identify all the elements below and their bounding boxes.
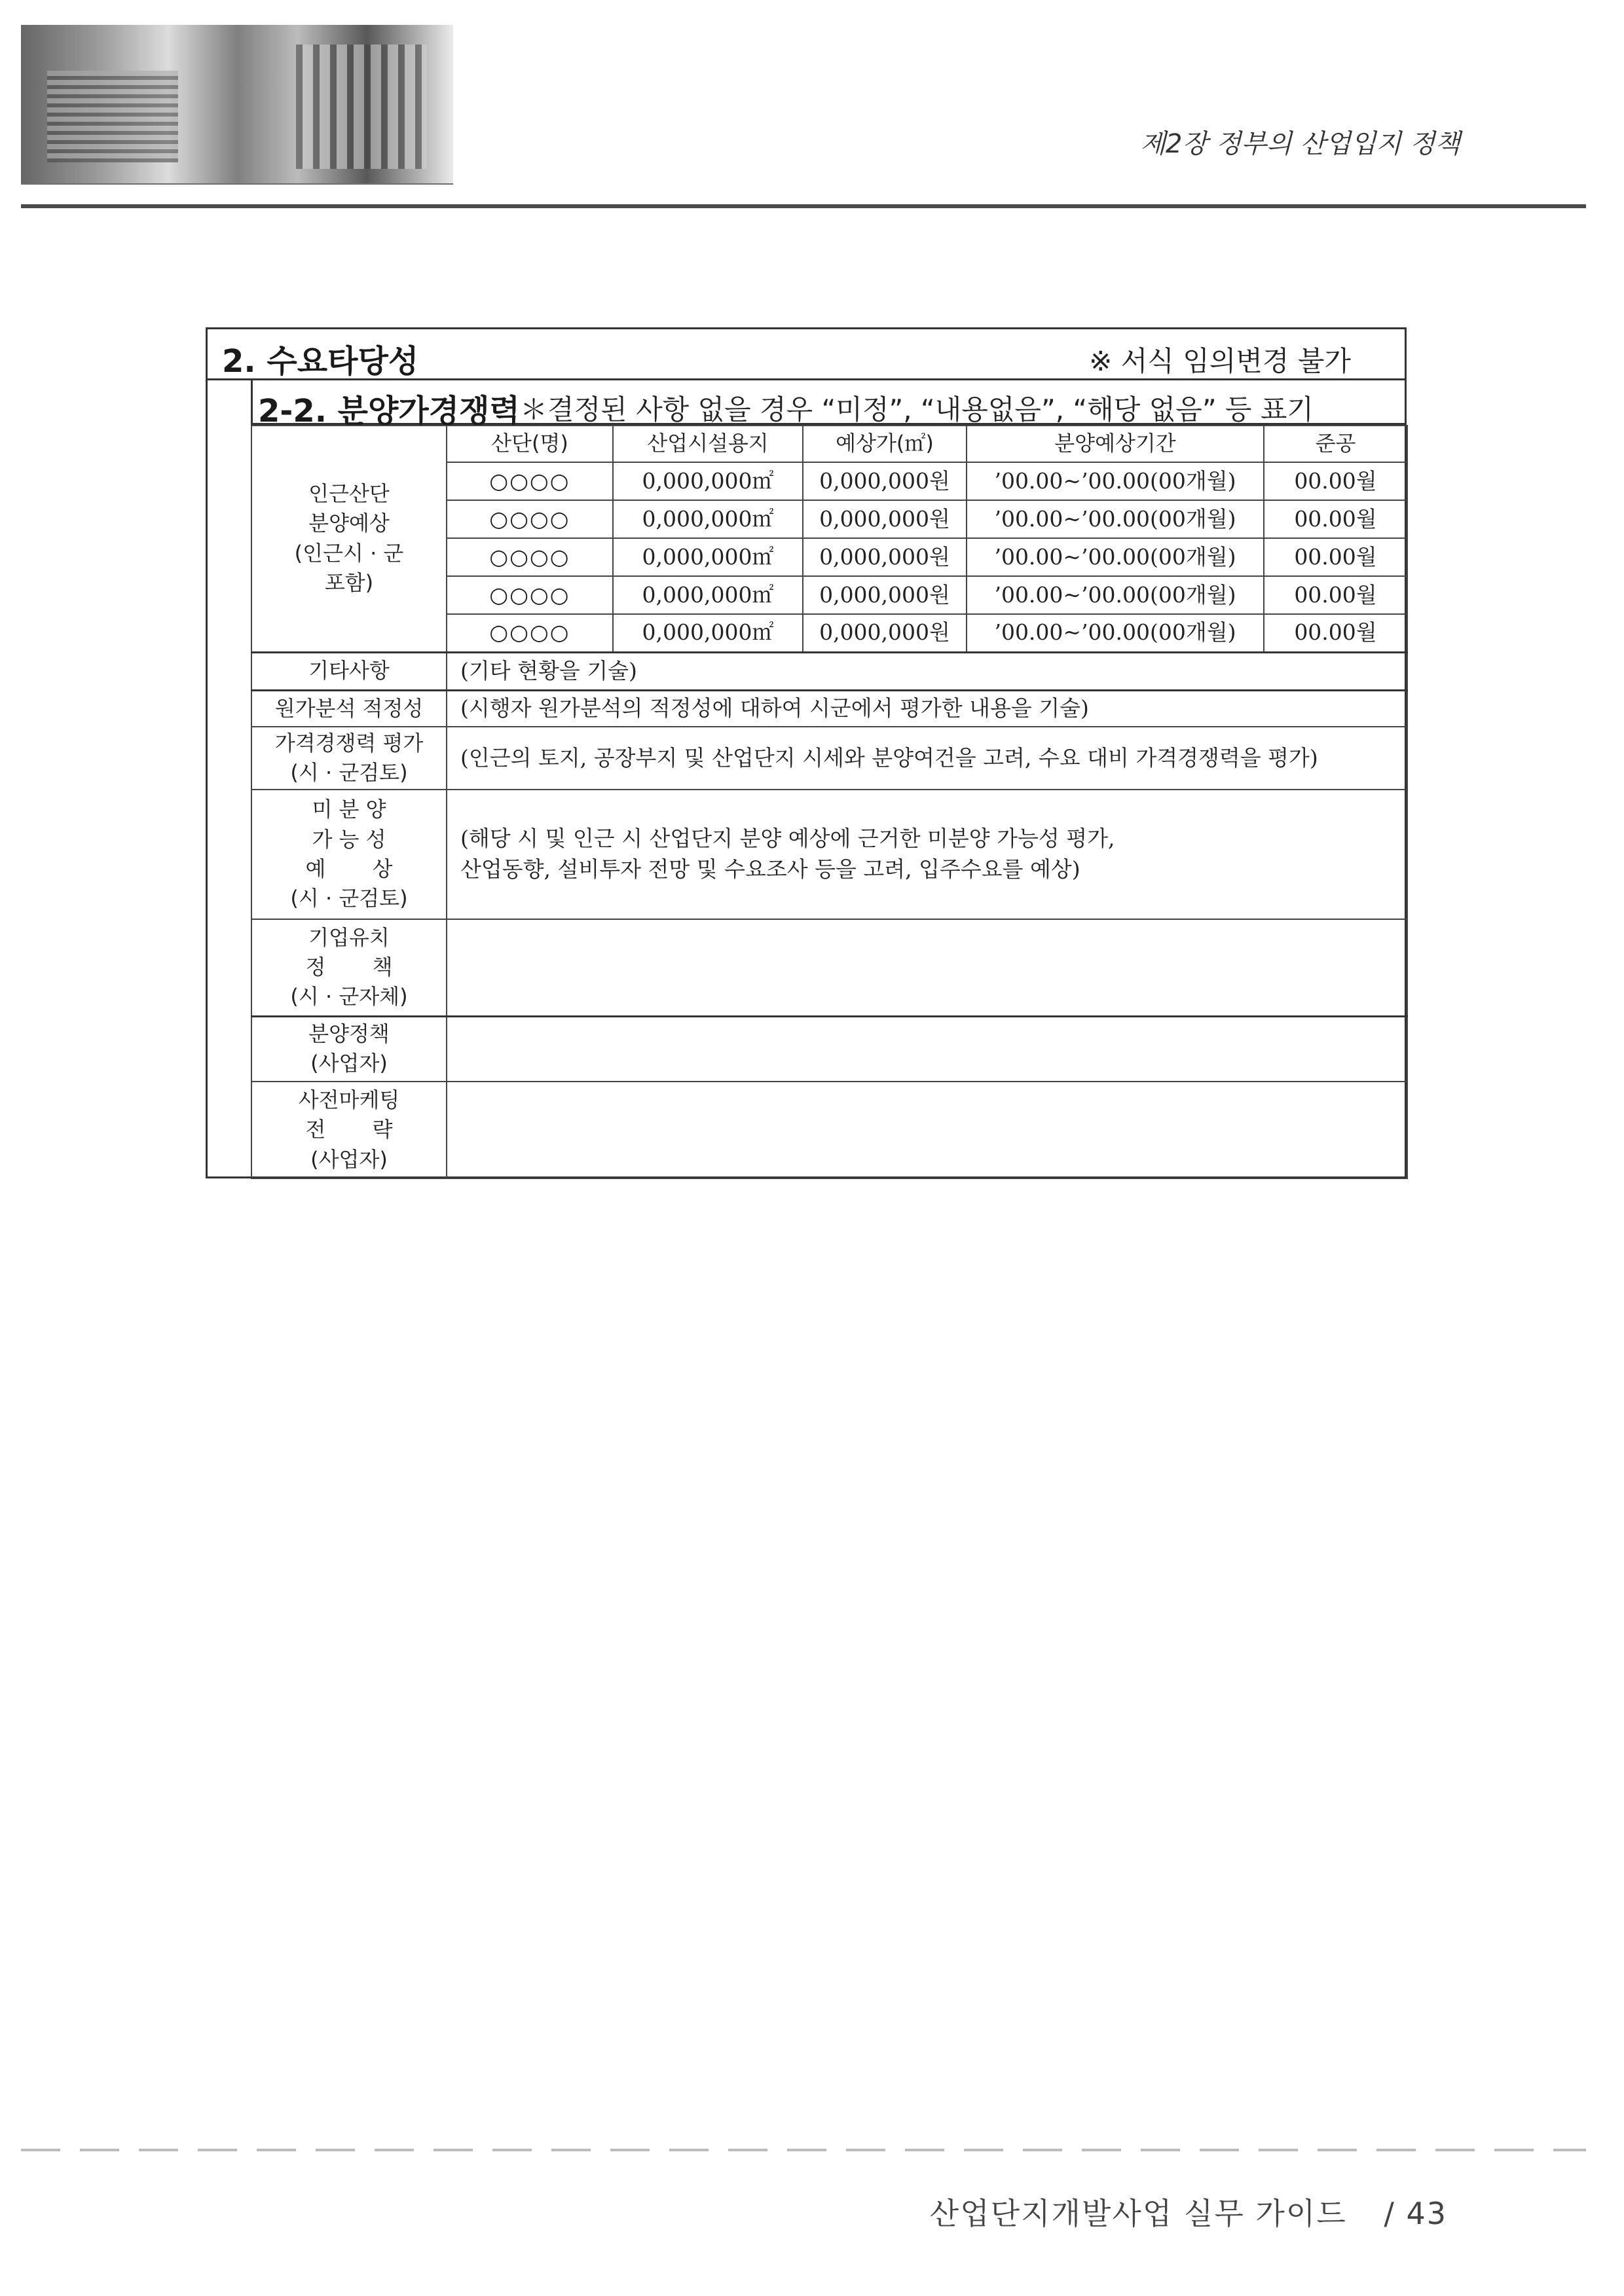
section-title: 2. 수요타당성 xyxy=(222,343,419,380)
pre-marketing-label xyxy=(251,1082,447,1178)
complex-name-cell: ○○○○ xyxy=(447,576,613,614)
label-line: 전 략 xyxy=(305,1117,393,1142)
text-line: (해당 시 및 인근 시 산업단지 분양 예상에 근거한 미분양 가능성 평가, xyxy=(460,826,1115,852)
price-evaluation-row xyxy=(251,727,1407,790)
price-competitiveness-table xyxy=(251,425,1408,1179)
nearby-label-line: 인근산단 xyxy=(308,481,390,506)
sale-period-cell: ’00.00~’00.00(00개월) xyxy=(967,576,1264,614)
investment-policy-label xyxy=(251,919,447,1016)
price-cell: 0,000,000원 xyxy=(803,462,967,500)
unsold-possibility-label xyxy=(251,790,447,919)
label-line: 기업유치 xyxy=(308,924,390,950)
section-header xyxy=(208,329,1405,380)
column-header: 산단(명) xyxy=(447,426,613,462)
unsold-possibility-row xyxy=(251,790,1407,919)
footer-separator: / xyxy=(1384,2196,1395,2231)
page-footer xyxy=(930,2190,1447,2233)
pre-marketing-text xyxy=(447,1082,1407,1178)
subsection-header xyxy=(251,380,1405,429)
completion-cell: 00.00월 xyxy=(1264,614,1407,652)
nearby-label-line: 포함) xyxy=(324,570,374,596)
price-evaluation-text: (인근의 토지, 공장부지 및 산업단지 시세와 분양여건을 고려, 수요 대비 가격경쟁력을 평가) xyxy=(447,727,1407,790)
sale-period-cell: ’00.00~’00.00(00개월) xyxy=(967,614,1264,652)
header-rule xyxy=(21,204,1586,208)
pre-marketing-row xyxy=(251,1082,1407,1178)
other-matters-label: 기타사항 xyxy=(251,652,447,690)
label-line: 가 능 성 xyxy=(312,826,386,852)
completion-cell: 00.00월 xyxy=(1264,576,1407,614)
sales-policy-text xyxy=(447,1016,1407,1082)
label-line: 예 상 xyxy=(305,856,393,881)
price-cell: 0,000,000원 xyxy=(803,538,967,576)
column-header: 분양예상기간 xyxy=(967,426,1264,462)
completion-cell: 00.00월 xyxy=(1264,500,1407,538)
site-area-cell: 0,000,000㎡ xyxy=(613,614,803,652)
subsection-note: ＊결정된 사항 없을 경우 “미정”, “내용없음”, “해당 없음” 등 표기 xyxy=(520,393,1314,426)
label-line: (사업자) xyxy=(310,1146,388,1172)
label-line: 정 책 xyxy=(305,955,393,980)
sale-period-cell: ’00.00~’00.00(00개월) xyxy=(967,538,1264,576)
text-line: 산업동향, 설비투자 전망 및 수요조사 등을 고려, 입주수요를 예상) xyxy=(460,856,1080,882)
other-matters-text: (기타 현황을 기술) xyxy=(447,652,1407,690)
complex-name-cell: ○○○○ xyxy=(447,614,613,652)
sale-period-cell: ’00.00~’00.00(00개월) xyxy=(967,462,1264,500)
label-line: 미 분 양 xyxy=(312,797,386,822)
nearby-label-line: 분양예상 xyxy=(308,511,390,536)
chapter-title: 제2장 정부의 산업입지 정책 xyxy=(1140,129,1460,159)
subsection-title: 2-2. 분양가경쟁력 xyxy=(258,393,520,429)
completion-cell: 00.00월 xyxy=(1264,462,1407,500)
cost-analysis-text: (시행자 원가분석의 적정성에 대하여 시군에서 평가한 내용을 기술) xyxy=(447,690,1407,727)
section-note: ※ 서식 임의변경 불가 xyxy=(1089,345,1351,377)
column-header: 산업시설용지 xyxy=(613,426,803,462)
table-header-row xyxy=(251,426,1407,462)
price-cell: 0,000,000원 xyxy=(803,614,967,652)
price-cell: 0,000,000원 xyxy=(803,576,967,614)
label-line: 가격경쟁력 평가 xyxy=(274,730,424,756)
cost-analysis-label: 원가분석 적정성 xyxy=(251,690,447,727)
cost-analysis-row xyxy=(251,690,1407,727)
sales-policy-row xyxy=(251,1016,1407,1082)
complex-name-cell: ○○○○ xyxy=(447,538,613,576)
site-area-cell: 0,000,000㎡ xyxy=(613,462,803,500)
price-competitiveness-table-wrap xyxy=(251,425,1405,1176)
label-line: (시 · 군검토) xyxy=(290,886,408,911)
investment-policy-row xyxy=(251,919,1407,1016)
completion-cell: 00.00월 xyxy=(1264,538,1407,576)
complex-name-cell: ○○○○ xyxy=(447,500,613,538)
other-matters-row xyxy=(251,652,1407,690)
column-header: 예상가(㎡) xyxy=(803,426,967,462)
nearby-label-line: (인근시 · 군 xyxy=(294,540,404,566)
label-line: 분양정책 xyxy=(308,1021,390,1046)
sales-policy-label xyxy=(251,1016,447,1082)
complex-name-cell: ○○○○ xyxy=(447,462,613,500)
investment-policy-text xyxy=(447,919,1407,1016)
label-line: (시 · 군검토) xyxy=(290,760,408,785)
header-photo xyxy=(21,25,453,185)
column-header: 준공 xyxy=(1264,426,1407,462)
site-area-cell: 0,000,000㎡ xyxy=(613,500,803,538)
footer-rule xyxy=(21,2149,1586,2151)
page-number: 43 xyxy=(1406,2196,1447,2231)
demand-validity-form xyxy=(206,327,1407,1178)
unsold-possibility-text xyxy=(447,790,1407,919)
sale-period-cell: ’00.00~’00.00(00개월) xyxy=(967,500,1264,538)
label-line: (시 · 군자체) xyxy=(290,984,408,1010)
site-area-cell: 0,000,000㎡ xyxy=(613,576,803,614)
price-cell: 0,000,000원 xyxy=(803,500,967,538)
book-title: 산업단지개발사업 실무 가이드 xyxy=(929,2196,1347,2231)
site-area-cell: 0,000,000㎡ xyxy=(613,538,803,576)
nearby-complex-label xyxy=(251,426,447,652)
label-line: 사전마케팅 xyxy=(298,1087,400,1112)
price-evaluation-label xyxy=(251,727,447,790)
label-line: (사업자) xyxy=(310,1051,388,1076)
